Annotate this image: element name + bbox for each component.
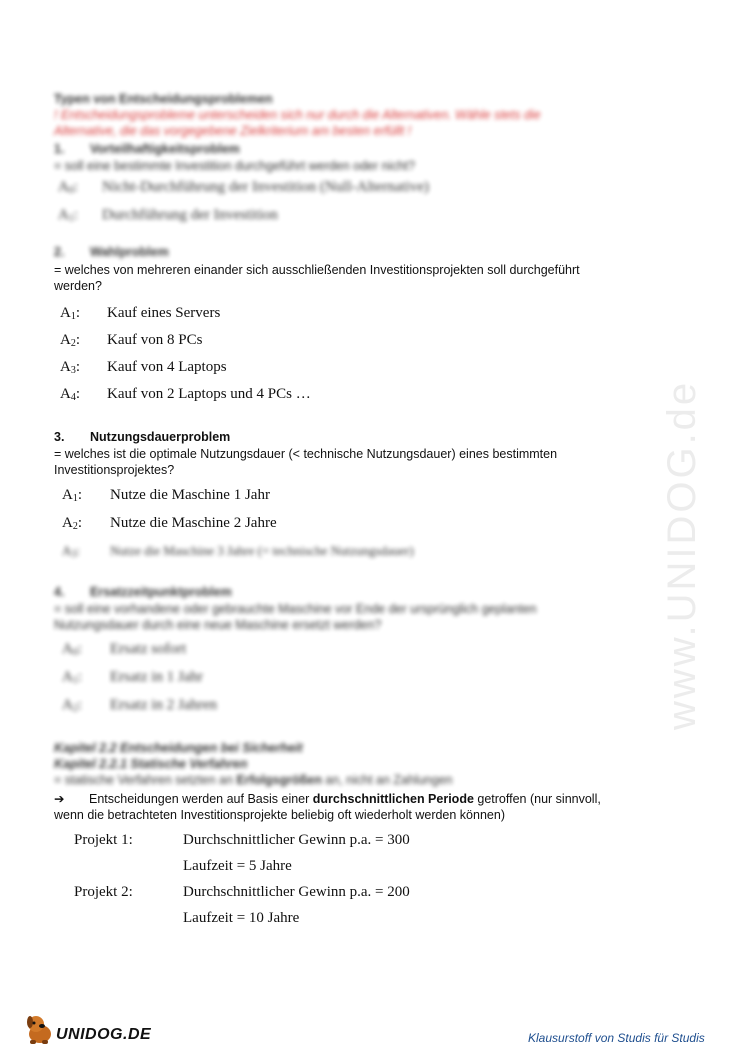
section4-alt-label: $A_0$: [62,641,83,658]
section3-alt-text: Nutze die Maschine 2 Jahre [110,515,277,531]
section4-desc-line2: Nutzungsdauer durch eine neue Maschine ersetzt werden? [54,618,382,632]
section3-heading: Nutzungsdauerproblem [90,430,231,444]
blurred-s1-heading: Vorteilhaftigkeitsproblem [90,142,240,156]
blurred-red-note-1: ! Entscheidungsprobleme unterscheiden sich nur durch die Alternativen. Wähle stets die [54,108,541,122]
section3-alt-label: $A_2$: [62,515,83,532]
blurred-s1-alt-text: Durchführung der Investition [102,207,278,223]
section3-alt-label: $A_1$: [62,487,83,504]
section4-alt-text: Ersatz sofort [110,641,187,657]
section3-blurred-alt-label: $A_3$: [62,543,81,560]
project-gain: Durchschnittlicher Gewinn p.a. = 300 [183,832,410,848]
section2-alt-label: $A_3$: [60,359,81,376]
section2-alt-text: Kauf von 8 PCs [107,332,203,348]
blurred-title: Typen von Entscheidungsproblemen [54,92,273,106]
chapter-heading: Kapitel 2.2 Entscheidungen bei Sicherheit [54,741,303,755]
section2-alt-label: $A_2$: [60,332,81,349]
section2-alt-text: Kauf von 4 Laptops [107,359,227,375]
project-runtime: Laufzeit = 10 Jahre [183,910,300,926]
section2-alt-label: $A_1$: [60,305,81,322]
footer-tagline: Klausurstoff von Studis für Studis [528,1031,705,1045]
arrow-note-line1: Entscheidungen werden auf Basis einer durchschnittlichen Periode getroffen (nur sinnvoll, [89,792,601,806]
project-runtime: Laufzeit = 5 Jahre [183,858,292,874]
section4-alt-text: Ersatz in 2 Jahren [110,697,218,713]
section2-alt-text: Kauf von 2 Laptops und 4 PCs … [107,386,311,402]
section3-alt-text: Nutze die Maschine 1 Jahr [110,487,270,503]
section2-number: 2. [54,245,65,259]
watermark-text: www.UNIDOG.de [660,379,704,730]
section2-alt-label: $A_4$: [60,386,81,403]
section4-heading: Ersatzzeitpunktproblem [90,585,232,599]
section2-alt-text: Kauf eines Servers [107,305,221,321]
section4-alt-text: Ersatz in 1 Jahr [110,669,203,685]
project-label: Projekt 1: [74,832,133,848]
section2-desc-line2: werden? [54,279,102,293]
section3-number: 3. [54,430,65,444]
blurred-red-note-2: Alternative, die das vorgegebene Zielkriterium am besten erfüllt ! [54,124,412,138]
section4-alt-label: $A_1$: [62,669,83,686]
arrow-note-line2: wenn die betrachteten Investitionsprojekte beliebig oft wiederholt werden können) [54,808,505,822]
logo-text: UNIDOG.DE [56,1026,152,1043]
section4-number: 4. [54,585,65,599]
blurred-s1-alt-label: $A_0$: [58,179,79,196]
project-gain: Durchschnittlicher Gewinn p.a. = 200 [183,884,410,900]
dog-logo-icon [22,1012,58,1046]
blurred-s1-number: 1. [54,142,65,156]
section2-desc-line1: = welches von mehreren einander sich ausschließenden Investitionsprojekten soll durchgeführt [54,263,580,277]
blurred-s1-desc: = soll eine bestimmte Investition durchgeführt werden oder nicht? [54,159,415,173]
section3-blurred-alt-text: Nutze die Maschine 3 Jahre (= technische Nutzungsdauer) [110,543,414,558]
blurred-s1-alt-text: Nicht-Durchführung der Investition (Null-Alternative) [102,179,429,195]
blurred-s1-alt-label: $A_1$: [58,207,79,224]
section3-desc-line2: Investitionsprojektes? [54,463,175,477]
footer-logo [22,1012,172,1046]
section2-heading: Wahlproblem [90,245,169,259]
section4-desc-line1: = soll eine vorhandene oder gebrauchte Maschine vor Ende der ursprünglich geplanten [54,602,537,616]
section4-alt-label: $A_2$: [62,697,83,714]
chapter-desc: = statische Verfahren setzten an Erfolgsgrößen an, nicht an Zahlungen [54,773,453,787]
subchapter-heading: Kapitel 2.2.1 Statische Verfahren [54,757,248,771]
section3-desc-line1: = welches ist die optimale Nutzungsdauer (< technische Nutzungsdauer) eines bestimmten [54,447,558,461]
project-label: Projekt 2: [74,884,133,900]
arrow-icon: ➔ [54,792,65,806]
